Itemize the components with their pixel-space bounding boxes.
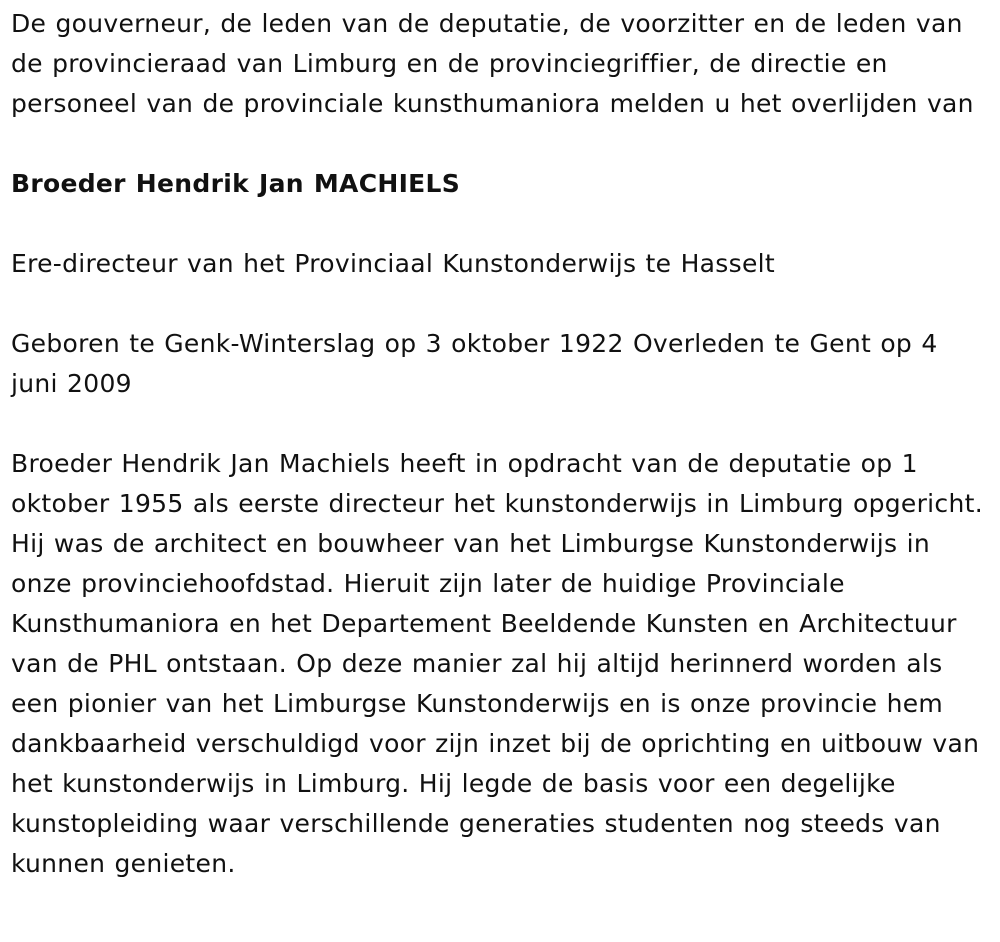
honorary-title: Ere-directeur van het Provinciaal Kunstonderwijs te Hasselt	[11, 249, 775, 278]
deceased-name: Broeder Hendrik Jan MACHIELS	[11, 169, 461, 198]
intro-paragraph: De gouverneur, de leden van de deputatie, de voorzitter en de leden van de provincieraad van Limburg en de provinciegriffier, de directie en personeel van de provinciale kunsthumaniora melden u het overlijden van	[11, 9, 974, 118]
biography-paragraph: Broeder Hendrik Jan Machiels heeft in opdracht van de deputatie op 1 oktober 1955 als eerste directeur het kunstonderwijs in Limburg opgericht. Hij was de architect en bouwheer van het Limburgse Kunstonderwijs in onze provinciehoofdstad. Hieruit zijn later de huidige Provinciale Kunsthumaniora en het Departement Beeldende Kunsten en Architectuur van de PHL ontstaan. Op deze manier zal hij altijd herinnerd worden als een pionier van het Limburgse Kunstonderwijs en is onze provincie hem dankbaarheid verschuldigd voor zijn inzet bij de oprichting en uitbouw van het kunstonderwijs in Limburg. Hij legde de basis voor een degelijke kunstopleiding waar verschillende generaties studenten nog steeds van kunnen genieten.	[11, 449, 983, 878]
birth-death-dates: Geboren te Genk-Winterslag op 3 oktober 1922 Overleden te Gent op 4 juni 2009	[11, 329, 938, 398]
